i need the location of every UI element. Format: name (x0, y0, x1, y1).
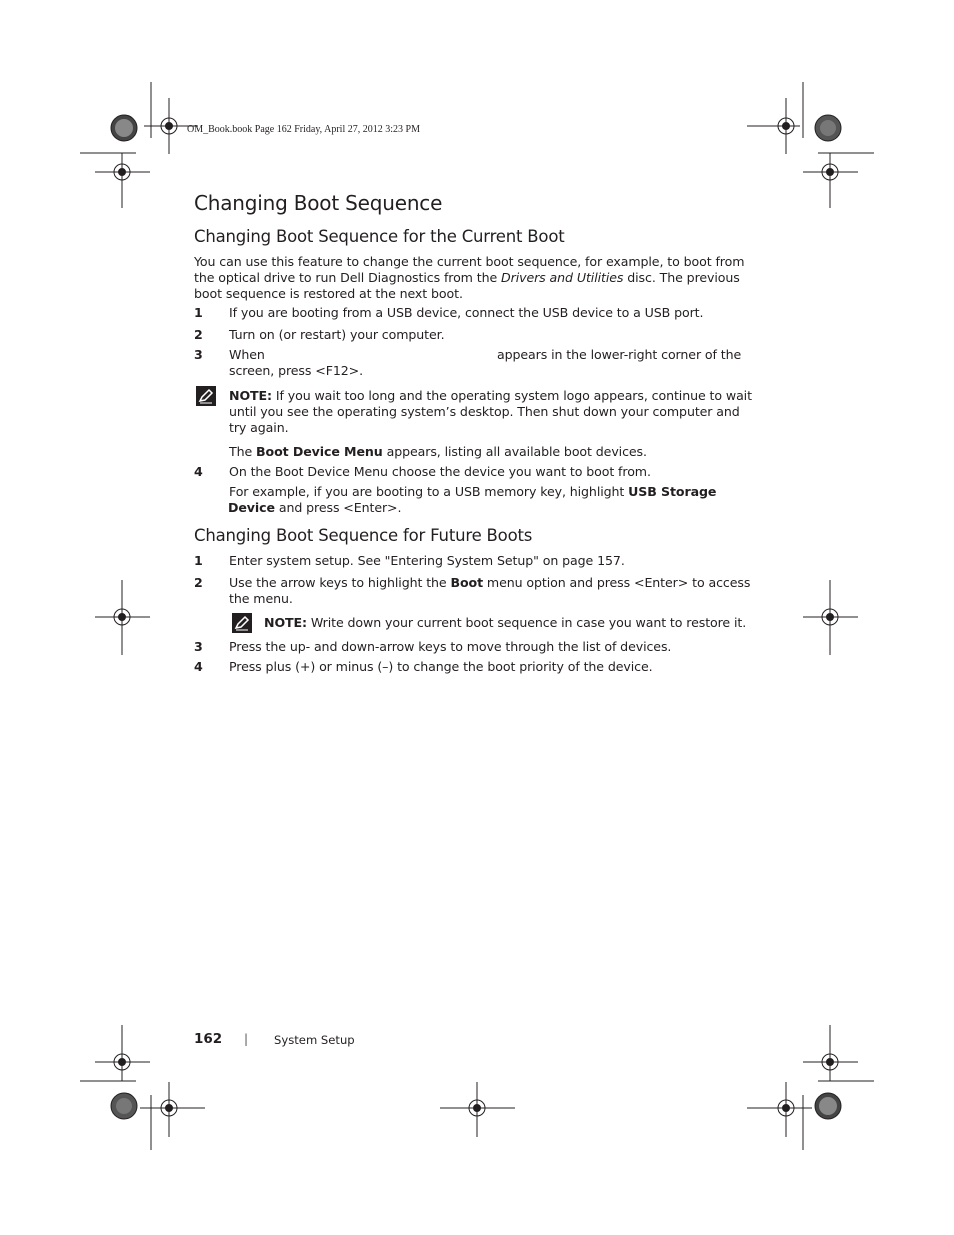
step-number: 2 (194, 327, 203, 342)
note-pencil-icon (232, 613, 252, 633)
note-pencil-icon (196, 386, 216, 406)
step-number: 1 (194, 553, 203, 568)
step-number: 3 (194, 347, 203, 362)
step-number: 1 (194, 305, 203, 320)
intro-paragraph: You can use this feature to change the current boot sequence, for example, to boot from the optical drive to run Dell Diagnostics from the Drivers and Utilities disc. The previous boot sequence is restored at the next boot. (194, 254, 745, 301)
step-number: 3 (194, 639, 203, 654)
footer-section: System Setup (274, 1033, 355, 1047)
footer-separator: | (244, 1032, 249, 1046)
step-text: Press plus (+) or minus (–) to change the boot priority of the device. (229, 659, 653, 674)
print-slug: OM_Book.book Page 162 Friday, April 27, 2012 3:23 PM (187, 124, 420, 135)
page-title: Changing Boot Sequence (194, 191, 443, 215)
step-text: Use the arrow keys to highlight the Boot menu option and press <Enter> to access the menu. (229, 575, 751, 606)
section-heading-future-boots: Changing Boot Sequence for Future Boots (194, 526, 533, 545)
example-text: For example, if you are booting to a USB memory key, highlight USB Storage Device and press <Enter>. (228, 484, 717, 515)
step-number: 2 (194, 575, 203, 590)
page-number: 162 (194, 1031, 223, 1047)
step-text: screen, press <F12>. (229, 363, 364, 378)
step-number: 4 (194, 464, 203, 479)
step-text: Press the up- and down-arrow keys to move through the list of devices. (229, 639, 672, 654)
step-text: If you are booting from a USB device, connect the USB device to a USB port. (229, 305, 704, 320)
step-text: When (229, 347, 265, 362)
note-block: NOTE: Write down your current boot sequence in case you want to restore it. (264, 615, 747, 630)
step-text: appears in the lower-right corner of the (497, 347, 742, 362)
note-block: NOTE: If you wait too long and the operating system logo appears, continue to wait until you see the operating system’s desktop. Then shut down your computer and try again. (229, 388, 752, 435)
step-text: Enter system setup. See "Entering System Setup" on page 157. (229, 553, 625, 568)
step-text: Turn on (or restart) your computer. (229, 327, 445, 342)
step-number: 4 (194, 659, 203, 674)
boot-menu-text: The Boot Device Menu appears, listing all available boot devices. (229, 444, 647, 459)
step-text: On the Boot Device Menu choose the device you want to boot from. (229, 464, 651, 479)
section-heading-current-boot: Changing Boot Sequence for the Current Boot (194, 227, 565, 246)
